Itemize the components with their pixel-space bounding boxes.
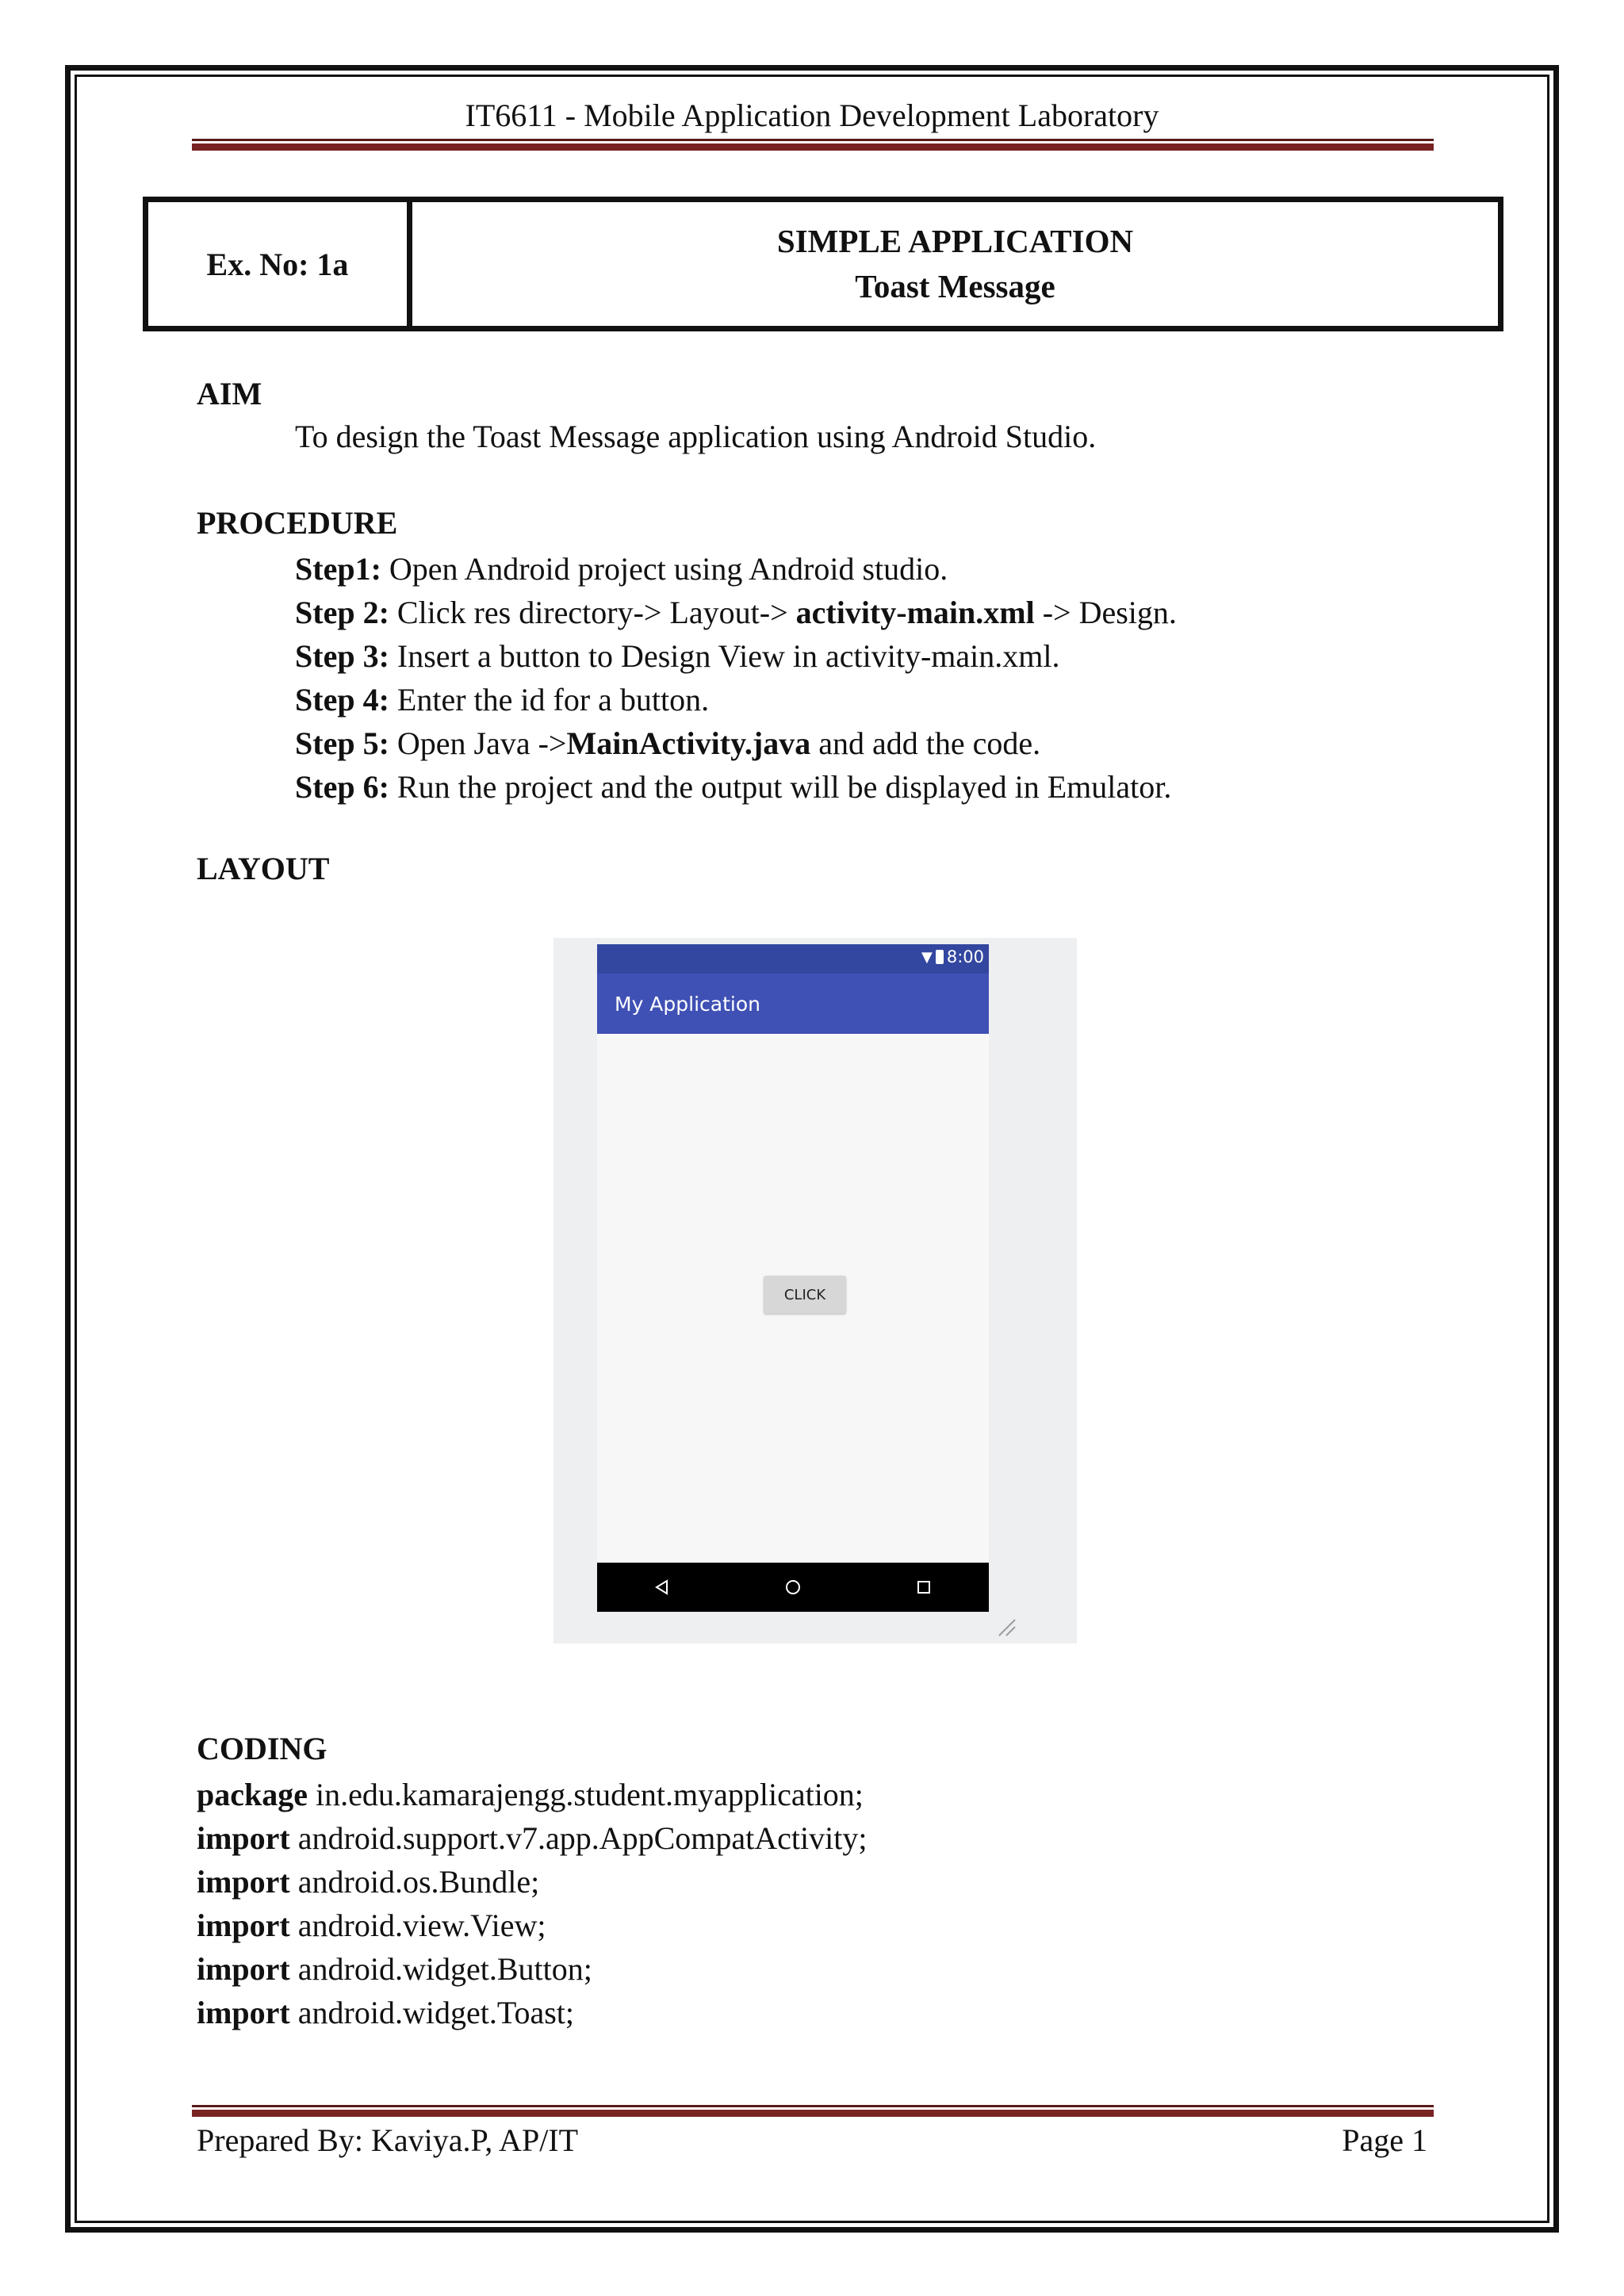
recents-icon[interactable] — [908, 1571, 940, 1603]
exercise-box — [143, 197, 1503, 331]
layout-preview — [553, 938, 1077, 1644]
aim-heading: AIM — [197, 376, 262, 411]
header-rule — [192, 139, 1434, 151]
back-icon[interactable] — [646, 1571, 678, 1603]
aim-text: To design the Toast Message application using Android Studio. — [295, 419, 1097, 454]
app-title: My Application — [615, 993, 760, 1016]
code-block — [197, 1773, 867, 2034]
battery-icon — [936, 950, 944, 964]
step-3: Step 3: Insert a button to Design View in activity-main.xml. — [295, 638, 1060, 674]
status-icons — [921, 947, 984, 966]
exercise-title-cell — [412, 202, 1498, 326]
code-line: import android.os.Bundle; — [197, 1864, 540, 1900]
exercise-title: SIMPLE APPLICATION — [776, 222, 1134, 259]
coding-heading: CODING — [197, 1731, 327, 1766]
phone-screen — [597, 944, 989, 1612]
code-line: package in.edu.kamarajengg.student.myapplication; — [197, 1777, 864, 1812]
wifi-icon: ▼ — [921, 948, 933, 966]
procedure-heading: PROCEDURE — [197, 505, 398, 541]
code-line: import android.widget.Button; — [197, 1951, 592, 1987]
footer-rule — [192, 2105, 1434, 2117]
step-4: Step 4: Enter the id for a button. — [295, 682, 710, 718]
procedure-steps — [295, 547, 1177, 809]
step-6: Step 6: Run the project and the output will be displayed in Emulator. — [295, 769, 1172, 805]
resize-handle-icon[interactable] — [996, 1617, 1017, 1637]
code-line: import android.view.View; — [197, 1908, 546, 1943]
click-button[interactable]: CLICK — [764, 1276, 846, 1314]
home-icon[interactable] — [777, 1571, 809, 1603]
step-2: Step 2: Click res directory-> Layout-> activity-main.xml -> Design. — [295, 595, 1177, 630]
layout-heading: LAYOUT — [197, 851, 330, 886]
status-time: 8:00 — [946, 947, 984, 966]
exercise-number: Ex. No: 1a — [148, 202, 412, 326]
footer-prepared-by: Prepared By: Kaviya.P, AP/IT — [197, 2122, 579, 2158]
status-bar — [597, 944, 989, 974]
app-bar — [597, 974, 989, 1034]
footer-page-number: Page 1 — [1342, 2122, 1427, 2158]
nav-bar — [597, 1563, 989, 1612]
step-5: Step 5: Open Java ->MainActivity.java and add the code. — [295, 725, 1041, 761]
step-1: Step1: Open Android project using Android studio. — [295, 551, 948, 587]
header-title: IT6611 - Mobile Application Development Laboratory — [465, 98, 1159, 133]
exercise-subtitle: Toast Message — [855, 268, 1055, 304]
code-line: import android.support.v7.app.AppCompatActivity; — [197, 1820, 868, 1856]
code-line: import android.widget.Toast; — [197, 1995, 575, 2030]
